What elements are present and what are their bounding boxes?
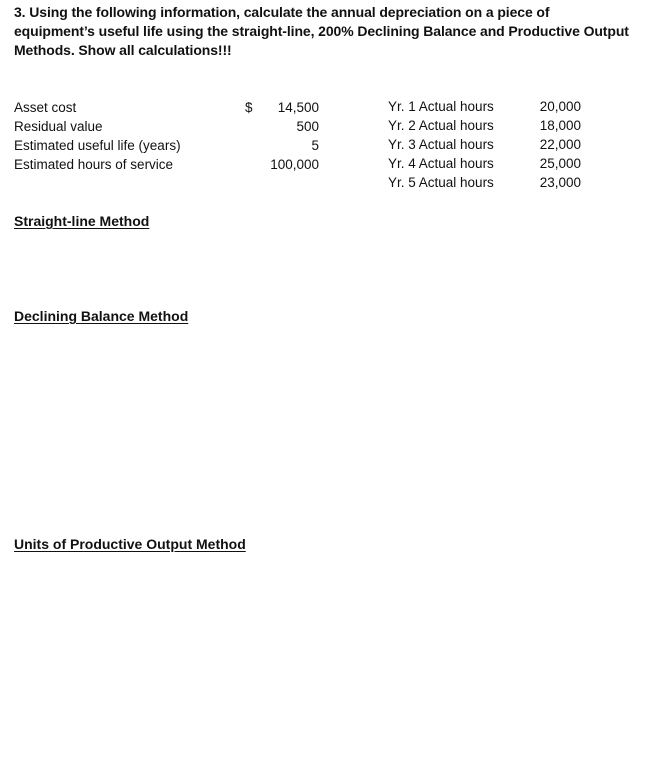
currency-symbol: $ <box>245 100 253 115</box>
hours-of-service-label: Estimated hours of service <box>14 157 174 172</box>
yr1-hours-label: Yr. 1 Actual hours <box>388 99 494 114</box>
actual-hours-labels <box>388 97 494 192</box>
asset-cost-value: 14,500 <box>277 100 319 115</box>
question-text: 3. Using the following information, calculate the annual depreciation on a piece of equipment’s useful life using the straight-line, 200% Declining Balance and Productive Output Methods. Show all calculations!!! <box>14 4 629 58</box>
yr2-hours-value: 18,000 <box>539 118 581 133</box>
yr5-hours-label: Yr. 5 Actual hours <box>388 175 494 190</box>
yr4-hours-value: 25,000 <box>539 156 581 171</box>
straight-line-method-heading: Straight-line Method <box>14 213 150 229</box>
units-of-output-method-heading: Units of Productive Output Method <box>14 536 246 552</box>
useful-life-value: 5 <box>311 138 319 153</box>
residual-value-value: 500 <box>296 119 319 134</box>
yr4-hours-label: Yr. 4 Actual hours <box>388 156 494 171</box>
yr5-hours-value: 23,000 <box>539 175 581 190</box>
actual-hours-values <box>520 97 581 192</box>
residual-value-label: Residual value <box>14 119 103 134</box>
asset-values <box>245 98 319 174</box>
declining-balance-method-heading: Declining Balance Method <box>14 308 189 324</box>
yr1-hours-value: 20,000 <box>539 99 581 114</box>
asset-labels <box>14 98 181 174</box>
yr3-hours-label: Yr. 3 Actual hours <box>388 137 494 152</box>
asset-cost-label: Asset cost <box>14 100 77 115</box>
yr2-hours-label: Yr. 2 Actual hours <box>388 118 494 133</box>
useful-life-label: Estimated useful life (years) <box>14 138 181 153</box>
asset-cost-row <box>245 98 319 117</box>
yr3-hours-value: 22,000 <box>539 137 581 152</box>
hours-of-service-value: 100,000 <box>270 157 319 172</box>
